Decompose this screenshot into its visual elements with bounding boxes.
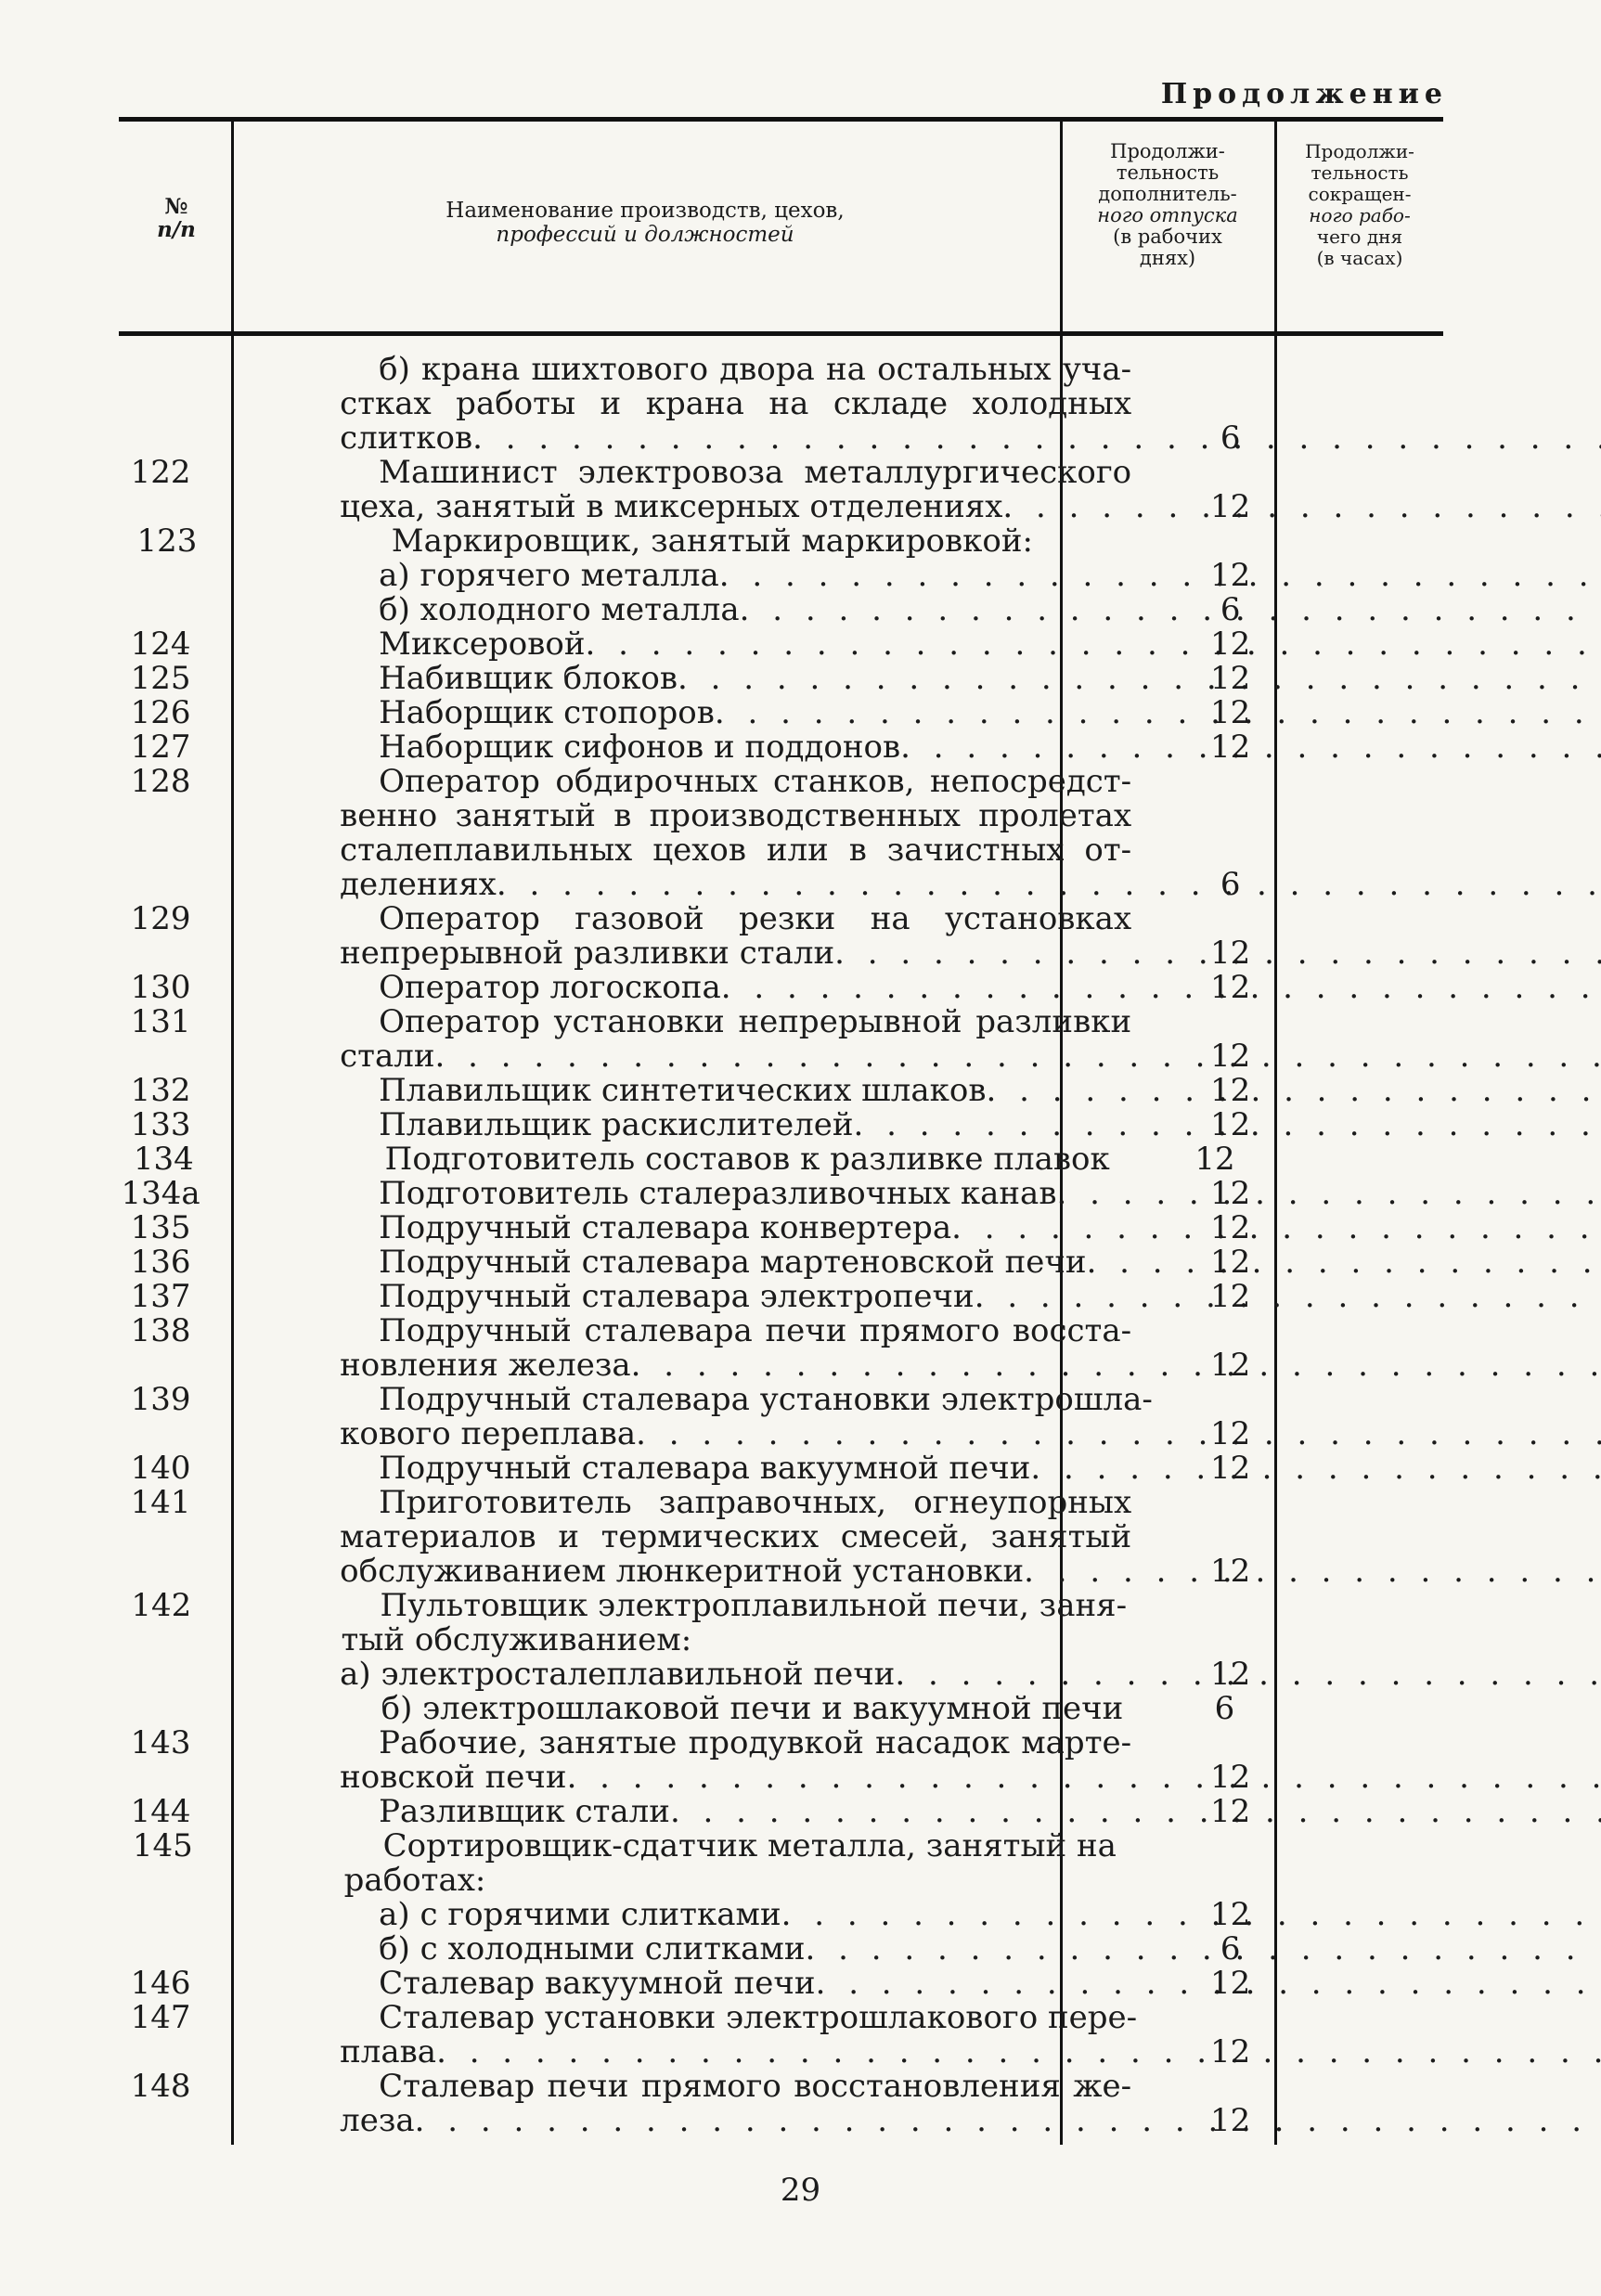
row-number: 126 [130, 694, 191, 731]
row-name-last-line [340, 662, 1131, 696]
dot-leader [636, 1415, 1601, 1452]
row-name-text: новской печи [340, 1759, 567, 1796]
row-name-last-line [340, 1898, 1131, 1932]
row-name [340, 593, 1131, 627]
leave-days: 12 [1210, 557, 1251, 594]
table-row [119, 765, 1443, 902]
row-name-text: а) электросталеплавильной печи [340, 1656, 896, 1693]
table-row [119, 1692, 1443, 1726]
row-name [340, 1932, 1131, 1967]
row-name-text: плава [340, 2033, 437, 2070]
leave-days: 12 [1210, 969, 1251, 1006]
row-number: 146 [130, 1965, 191, 2002]
row-name-last-line [340, 971, 1131, 1005]
row-name-last-line [340, 1039, 1131, 1074]
header-leave-line-2: тельность [1116, 161, 1220, 184]
row-name-text: Наборщик сифонов и поддонов [379, 729, 901, 766]
table-row [119, 353, 1443, 456]
row-name-line: Сталевар печи прямого восстановления же- [379, 2068, 1132, 2105]
row-name [340, 1108, 1131, 1142]
row-name-last-line [340, 627, 1131, 662]
row-number: 140 [130, 1450, 191, 1487]
table-row [119, 1142, 1443, 1177]
row-number: 127 [130, 729, 191, 766]
table-row [119, 696, 1443, 730]
row-name-text: б) с холодными слитками [379, 1930, 806, 1967]
leave-days: 6 [1220, 1930, 1241, 1967]
row-name-last-line [340, 868, 1131, 902]
row-number: 139 [130, 1381, 191, 1418]
dot-leader [678, 660, 1601, 697]
row-number: 135 [130, 1209, 191, 1246]
dot-leader [436, 2033, 1601, 2070]
dot-leader [670, 1793, 1601, 1830]
header-number-symbol: № [164, 194, 188, 219]
header-number-abbrev: п/п [157, 217, 196, 242]
row-name [340, 662, 1131, 696]
row-name-text: цеха, занятый в миксерных отделениях [340, 488, 1003, 525]
row-number: 136 [130, 1244, 191, 1281]
row-name-last-line [340, 696, 1131, 730]
header-short-line-3: сокращен- [1308, 183, 1412, 205]
leave-days: 12 [1210, 1793, 1251, 1830]
row-number: 134 [133, 1141, 194, 1178]
row-name [340, 1211, 1131, 1245]
row-name-line: Оператор установки непрерывной разливки [379, 1003, 1132, 1040]
header-name-line-2: профессий и должностей [496, 223, 794, 247]
leave-days: 12 [1210, 660, 1251, 697]
header-short-line-4: ного рабо- [1309, 204, 1411, 226]
dot-leader [1056, 1175, 1601, 1212]
table-row [119, 524, 1443, 559]
row-name-text: Оператор логоскопа [379, 969, 721, 1006]
row-name [340, 1999, 1138, 2070]
leave-days: 12 [1210, 2102, 1251, 2139]
header-leave-line-6: днях) [1139, 247, 1196, 269]
dot-leader [631, 1347, 1601, 1384]
row-number: 138 [130, 1312, 191, 1349]
row-name-text: Наборщик стопоров [379, 694, 715, 731]
row-name-last-line [340, 1451, 1131, 1486]
row-name-last-line: Маркировщик, занятый маркировкой: [391, 522, 1033, 560]
row-name-text: новления железа [340, 1347, 631, 1384]
table-row [119, 2070, 1443, 2138]
row-number: 131 [130, 1003, 191, 1040]
row-name [340, 1658, 1131, 1692]
table-row [119, 1658, 1443, 1692]
header-leave-line-5: (в рабочих [1113, 226, 1222, 248]
row-name [340, 730, 1131, 765]
table-row [119, 456, 1443, 524]
leave-days: 6 [1220, 419, 1241, 457]
row-name-line: Подручный сталевара печи прямого восста- [379, 1312, 1132, 1349]
row-number: 147 [130, 1999, 191, 2036]
row-number: 129 [130, 900, 191, 937]
leave-days: 12 [1210, 935, 1251, 972]
row-name-line: Машинист электровоза металлургического [379, 454, 1132, 491]
table-row [119, 1967, 1443, 2001]
row-name-line: материалов и термических смесей, занятый [340, 1518, 1132, 1555]
row-name-text: стали [340, 1038, 435, 1075]
row-name [340, 1314, 1131, 1383]
row-name-text: Подручный сталевара конвертера [379, 1209, 952, 1246]
row-name-last-line [340, 1417, 1131, 1451]
row-name-last-line [340, 936, 1131, 971]
row-name [340, 696, 1131, 730]
row-name-line: сталеплавильных цехов или в зачистных от- [340, 832, 1132, 869]
row-name-text: Подручный сталевара электропечи [379, 1278, 975, 1315]
leave-days: 12 [1210, 1209, 1251, 1246]
row-number: 132 [130, 1072, 191, 1109]
table-row [119, 1074, 1443, 1108]
leave-days: 12 [1210, 1656, 1251, 1693]
header-name-line-1: Наименование производств, цехов, [445, 199, 845, 223]
leave-days: 12 [1194, 1141, 1235, 1178]
row-name-last-line [340, 593, 1131, 627]
row-name-last-line: работах: [343, 1862, 486, 1899]
row-name-last-line: б) электрошлаковой печи и вакуумной печи [381, 1690, 1124, 1727]
row-name-last-line [340, 1177, 1131, 1211]
row-name-last-line [340, 1658, 1131, 1692]
row-number: 142 [131, 1587, 192, 1624]
row-name [340, 1074, 1131, 1108]
row-name [340, 1245, 1131, 1280]
row-number: 141 [130, 1484, 191, 1521]
row-name [340, 353, 1131, 456]
row-name-text: Плавильщик синтетических шлаков [379, 1072, 987, 1109]
table-top-rule [119, 117, 1443, 122]
leave-days: 6 [1220, 866, 1241, 903]
row-name [340, 1005, 1131, 1074]
row-number: 143 [130, 1724, 191, 1761]
table-row [119, 1314, 1443, 1383]
row-name-text: Сталевар вакуумной печи [379, 1965, 816, 2002]
row-name [340, 765, 1131, 902]
row-name [340, 971, 1131, 1005]
header-name [241, 199, 1049, 247]
table-row [119, 559, 1443, 593]
header-short-line-6: (в часах) [1316, 247, 1403, 269]
dot-leader [497, 866, 1601, 903]
leave-days: 12 [1210, 1244, 1251, 1281]
leave-days: 12 [1210, 1759, 1251, 1796]
row-name [340, 1381, 1153, 1452]
leave-days: 12 [1210, 1896, 1251, 1933]
row-number: 145 [132, 1827, 193, 1864]
dot-leader [567, 1759, 1601, 1796]
row-name-last-line [340, 559, 1131, 593]
continuation-label: Продолжение [1160, 78, 1448, 110]
row-name-last-line [340, 1108, 1131, 1142]
row-name [340, 1280, 1131, 1314]
row-number: 128 [130, 763, 191, 800]
row-name-line: Подручный сталевара установки электрошла- [379, 1381, 1153, 1418]
row-name-text: Набивщик блоков [379, 660, 678, 697]
row-name [353, 524, 1087, 559]
table-row [119, 1795, 1443, 1829]
table-row [119, 2001, 1443, 2070]
row-name-last-line [340, 1932, 1131, 1967]
leave-days: 12 [1210, 1175, 1251, 1212]
table-row [119, 1486, 1443, 1589]
row-name-text: леза [340, 2102, 415, 2139]
row-name-last-line [340, 421, 1131, 456]
row-name-last-line [340, 1967, 1131, 2001]
row-name-last-line [340, 1280, 1131, 1314]
row-name-text: слитков [340, 419, 473, 457]
row-name [346, 1142, 1110, 1177]
table-row [119, 730, 1443, 765]
leave-days: 12 [1210, 626, 1251, 663]
row-name-text: Подручный сталевара мартеновской печи [379, 1244, 1087, 1281]
row-number: 144 [130, 1793, 191, 1830]
row-number: 124 [130, 626, 191, 663]
row-number: 123 [136, 522, 198, 560]
table-row [119, 1177, 1443, 1211]
leave-days: 6 [1214, 1690, 1235, 1727]
row-name [340, 2070, 1131, 2138]
leave-days: 12 [1210, 1072, 1251, 1109]
leave-days: 12 [1210, 1415, 1251, 1452]
row-name-text: обслуживанием люнкеритной установки [340, 1553, 1025, 1590]
table-row [119, 1451, 1443, 1486]
header-short-day [1281, 141, 1439, 269]
row-name-last-line [340, 1211, 1131, 1245]
header-leave-duration [1067, 141, 1268, 269]
table-row [119, 1898, 1443, 1932]
row-name [342, 1692, 1124, 1726]
table-row [119, 902, 1443, 971]
page-number: 29 [780, 2172, 821, 2209]
leave-days: 12 [1210, 2033, 1251, 2070]
row-name-text: Плавильщик раскислителей [379, 1106, 854, 1143]
row-name-line: Оператор обдирочных станков, непосредст- [379, 763, 1132, 800]
row-name [344, 1829, 1117, 1898]
leave-days: 12 [1210, 1347, 1251, 1384]
table-row [119, 1589, 1443, 1658]
row-name [340, 627, 1131, 662]
row-name [340, 559, 1131, 593]
row-name [340, 1177, 1131, 1211]
row-number: 137 [130, 1278, 191, 1315]
row-name-text: а) с горячими слитками [379, 1896, 781, 1933]
row-name-line: Рабочие, занятые продувкой насадок марте- [379, 1724, 1132, 1761]
table-row [119, 662, 1443, 696]
row-name-line: стках работы и крана на складе холодных [340, 385, 1132, 422]
row-name-text: а) горячего металла [379, 557, 719, 594]
header-short-line-5: чего дня [1316, 226, 1403, 248]
row-name-line: Приготовитель заправочных, огнеупорных [379, 1484, 1132, 1521]
leave-days: 12 [1210, 1278, 1251, 1315]
row-name-line: Оператор газовой резки на установках [379, 900, 1132, 937]
row-name-text: Разливщик стали [379, 1793, 670, 1830]
header-leave-line-1: Продолжи- [1110, 140, 1225, 162]
header-leave-line-4: ного отпуска [1097, 204, 1238, 226]
leave-days: 12 [1210, 1965, 1251, 2002]
row-name-last-line [340, 2035, 1131, 2070]
header-number [130, 195, 223, 241]
header-leave-line-3: дополнитель- [1098, 183, 1237, 205]
row-name-line: Сортировщик-сдатчик металла, занятый на [382, 1827, 1117, 1864]
row-name-last-line: Подготовитель составов к разливке плавок [384, 1141, 1110, 1178]
row-name-last-line [340, 1074, 1131, 1108]
row-name-last-line [340, 1761, 1131, 1795]
row-name-last-line [340, 1245, 1131, 1280]
row-name-last-line [340, 1348, 1131, 1383]
row-name [340, 1486, 1131, 1589]
leave-days: 12 [1210, 694, 1251, 731]
row-name [340, 1967, 1131, 2001]
leave-days: 12 [1210, 1553, 1251, 1590]
row-number: 134а [121, 1175, 200, 1212]
row-number: 148 [130, 2068, 191, 2105]
row-number: 133 [130, 1106, 191, 1143]
row-name-text: Подручный сталевара вакуумной печи [379, 1450, 1031, 1487]
leave-days: 12 [1210, 729, 1251, 766]
row-name-last-line [340, 730, 1131, 765]
table-row [119, 1829, 1443, 1898]
row-name-text: Миксеровой [379, 626, 586, 663]
row-name-text: непрерывной разливки стали [340, 935, 835, 972]
row-number: 125 [130, 660, 191, 697]
dot-leader [472, 419, 1601, 457]
table-row [119, 971, 1443, 1005]
row-name-text: Подготовитель сталеразливочных канав [379, 1175, 1057, 1212]
row-name-last-line [340, 1795, 1131, 1829]
leave-days: 12 [1210, 1450, 1251, 1487]
professions-table [119, 353, 1443, 2138]
row-name [340, 902, 1131, 971]
row-name-last-line [340, 1554, 1131, 1589]
row-name-line: венно занятый в производственных пролетах [340, 797, 1132, 834]
leave-days: 12 [1210, 1038, 1251, 1075]
row-number: 122 [130, 454, 191, 491]
row-name-line: Сталевар установки электрошлакового пере- [379, 1999, 1138, 2036]
row-name-line: б) крана шихтового двора на остальных уча- [379, 351, 1132, 388]
row-name-last-line [340, 2104, 1131, 2138]
header-short-line-2: тельность [1310, 161, 1409, 184]
row-name-text: кового переплава [340, 1415, 637, 1452]
leave-days: 12 [1210, 488, 1251, 525]
table-row [119, 1383, 1443, 1451]
table-header-rule [119, 331, 1443, 336]
row-name-line: Пультовщик электроплавильной печи, заня- [380, 1587, 1128, 1624]
dot-leader [435, 1038, 1601, 1075]
leave-days: 12 [1210, 1106, 1251, 1143]
table-row [119, 1932, 1443, 1967]
row-name [340, 456, 1131, 524]
table-row [119, 627, 1443, 662]
row-name [340, 1726, 1131, 1795]
table-row [119, 1245, 1443, 1280]
row-name-text: б) холодного металла [379, 591, 740, 628]
row-name [340, 1898, 1131, 1932]
table-row [119, 1211, 1443, 1245]
row-name [340, 1795, 1131, 1829]
table-row [119, 593, 1443, 627]
table-row [119, 1005, 1443, 1074]
row-name-last-line: тый обслуживанием: [341, 1621, 692, 1658]
table-row [119, 1108, 1443, 1142]
row-name-text: делениях [340, 866, 497, 903]
leave-days: 6 [1220, 591, 1241, 628]
table-row [119, 1280, 1443, 1314]
header-short-line-1: Продолжи- [1305, 140, 1414, 162]
row-number: 130 [130, 969, 191, 1006]
table-row [119, 1726, 1443, 1795]
row-name-last-line [340, 490, 1131, 524]
row-name [342, 1589, 1128, 1658]
row-name [340, 1451, 1131, 1486]
dot-leader [586, 626, 1601, 663]
dot-leader [415, 2102, 1601, 2139]
